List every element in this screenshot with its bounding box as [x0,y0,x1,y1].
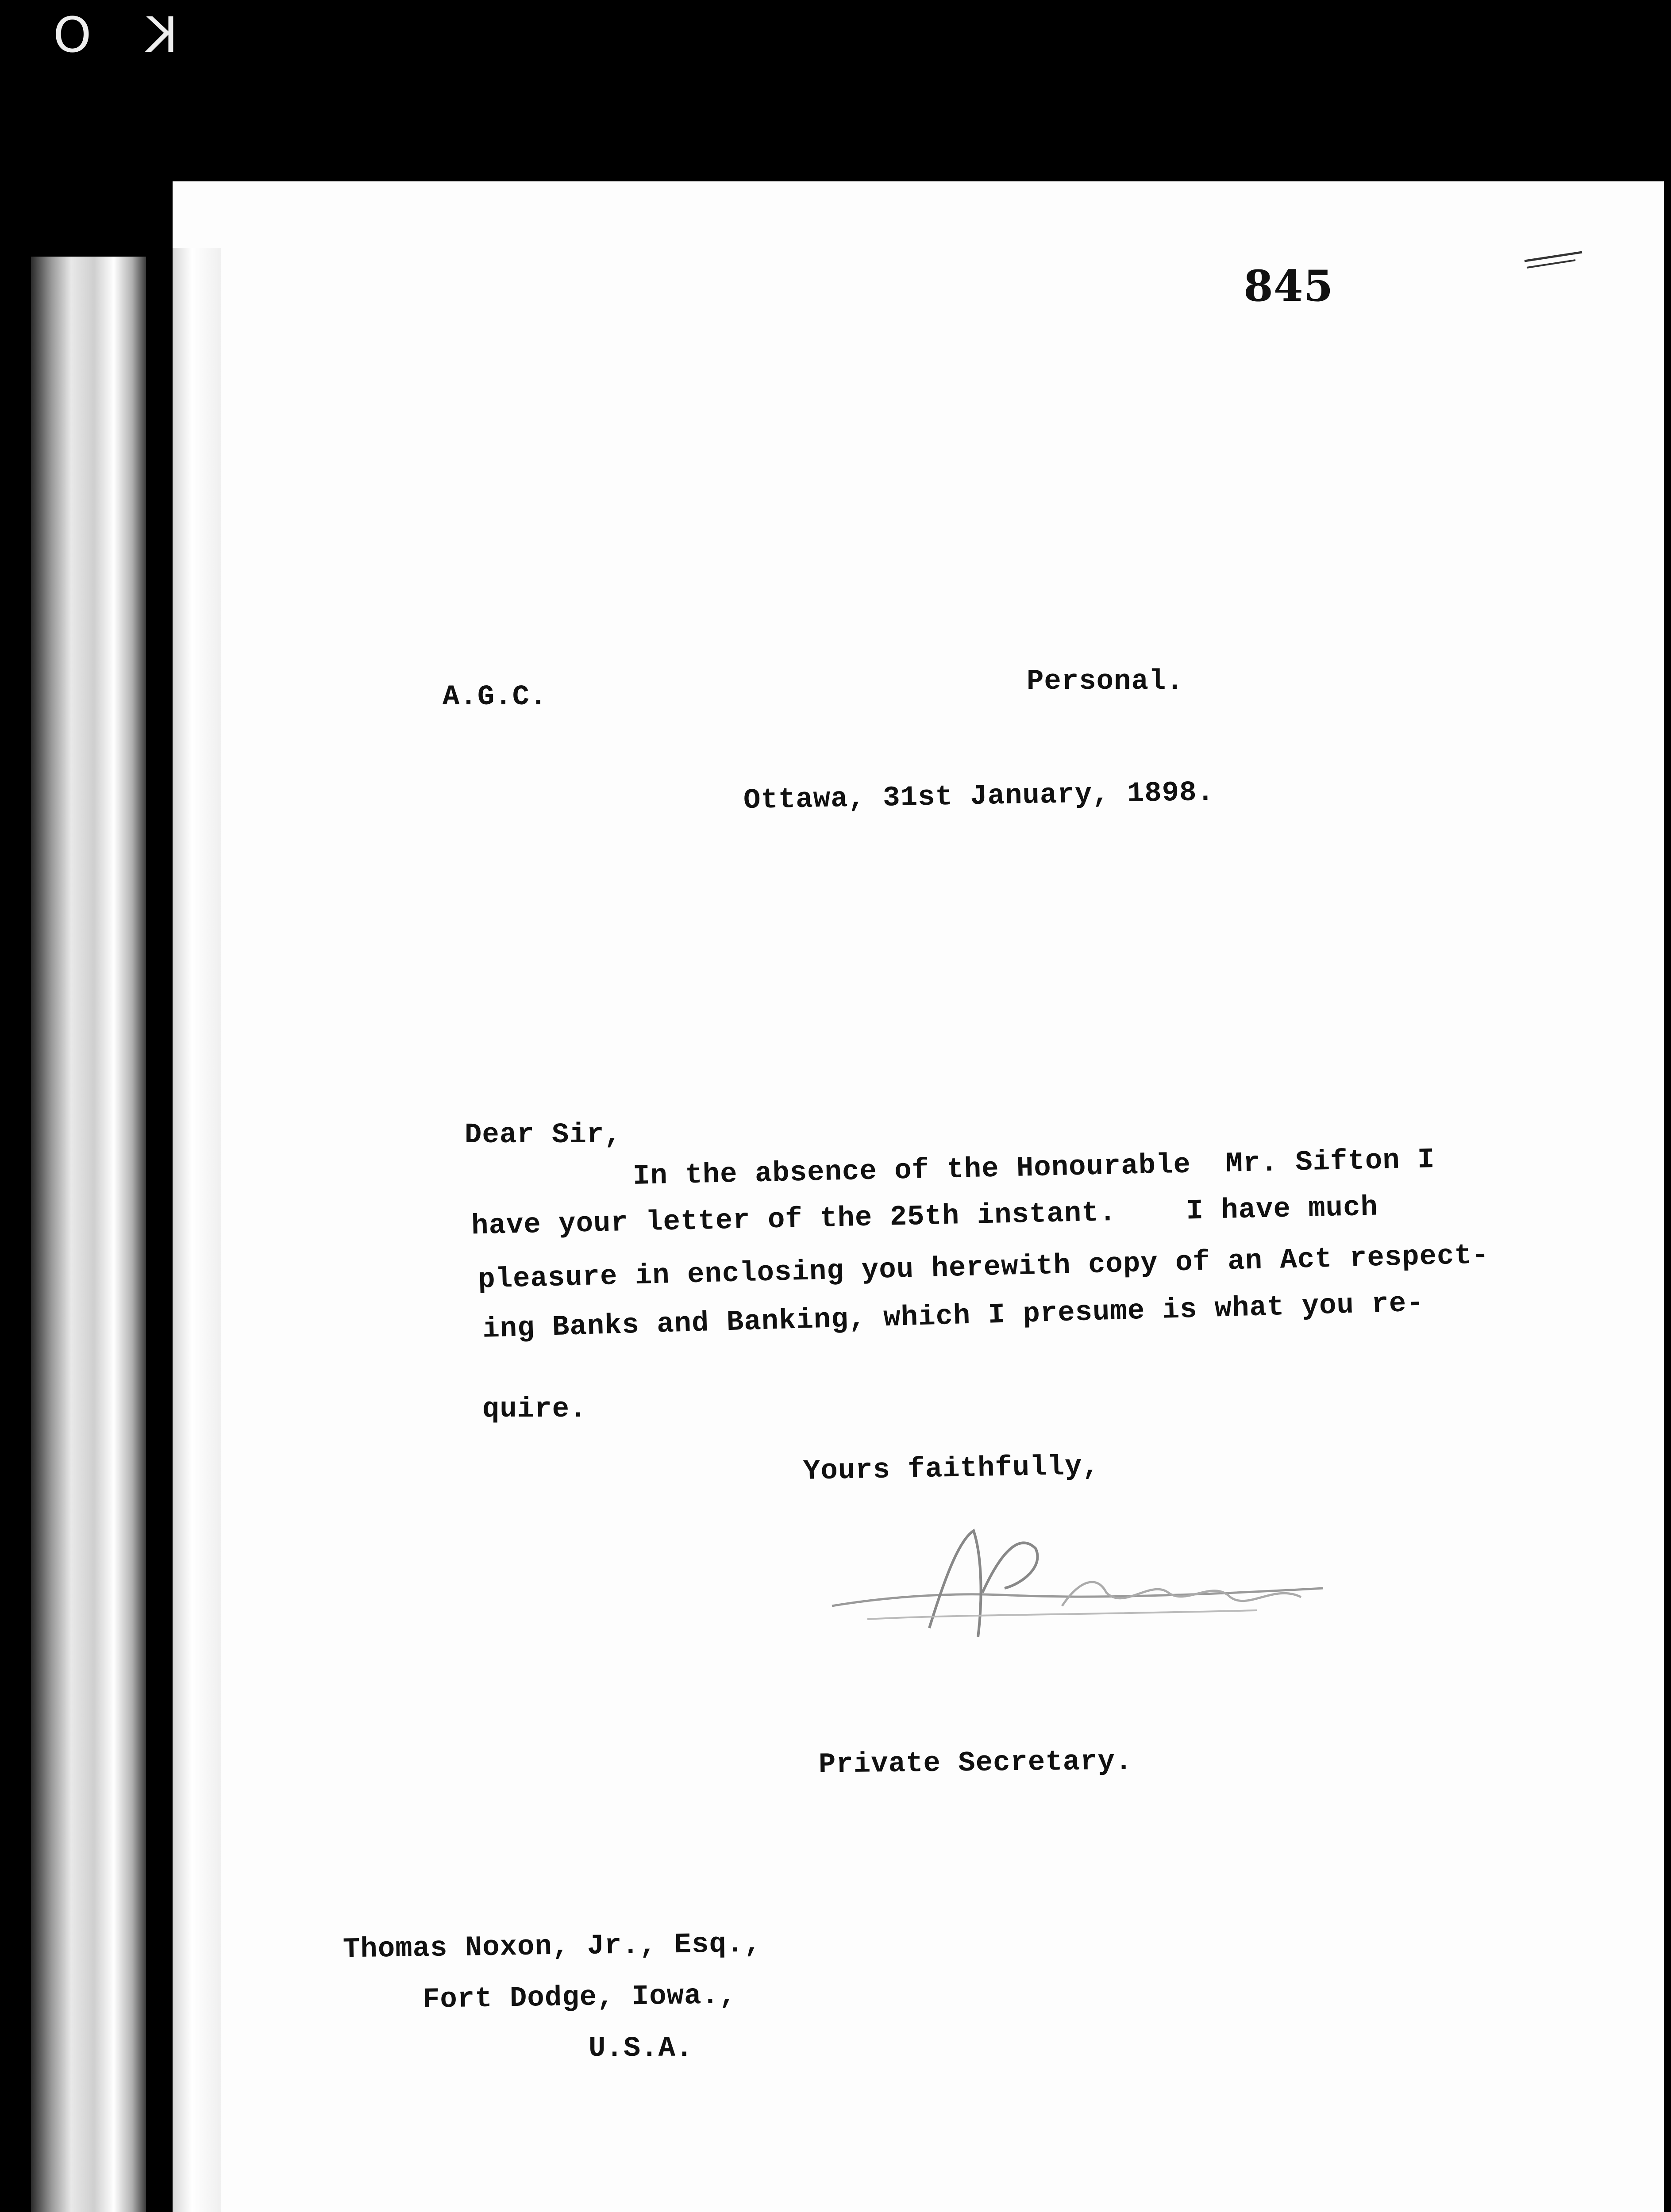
salutation: Dear Sir, [465,1119,622,1151]
body-line: In the absence of the Honourable Mr. Sifton I [632,1144,1436,1193]
body-line: quire. [482,1394,587,1425]
page-edge [173,248,221,2212]
pencil-mark [1522,248,1584,274]
film-mark-left: O [53,7,92,63]
closing: Yours faithfully, [803,1451,1100,1488]
page-number: 845 [1244,261,1334,311]
letter-page [173,181,1664,2212]
personal-marking: Personal. [1027,666,1184,698]
film-mark-right: K [146,7,178,63]
signature-title: Private Secretary. [818,1746,1133,1781]
binding-strip [31,257,146,2212]
body-line: have your letter of the 25th instant. I have much [471,1191,1378,1243]
address-line: U.S.A. [589,2033,693,2065]
binding-shadow [146,265,173,2212]
body-line: ing Banks and Banking, which I presume is what you re- [482,1287,1425,1346]
date-line: Ottawa, 31st January, 1898. [743,776,1215,817]
handwritten-signature [814,1504,1336,1650]
address-line: Fort Dodge, Iowa., [422,1980,737,2016]
initials: A.G.C. [443,681,547,713]
address-line: Thomas Noxon, Jr., Esq., [343,1928,762,1966]
body-line: pleasure in enclosing you herewith copy of an Act respect- [477,1240,1490,1296]
